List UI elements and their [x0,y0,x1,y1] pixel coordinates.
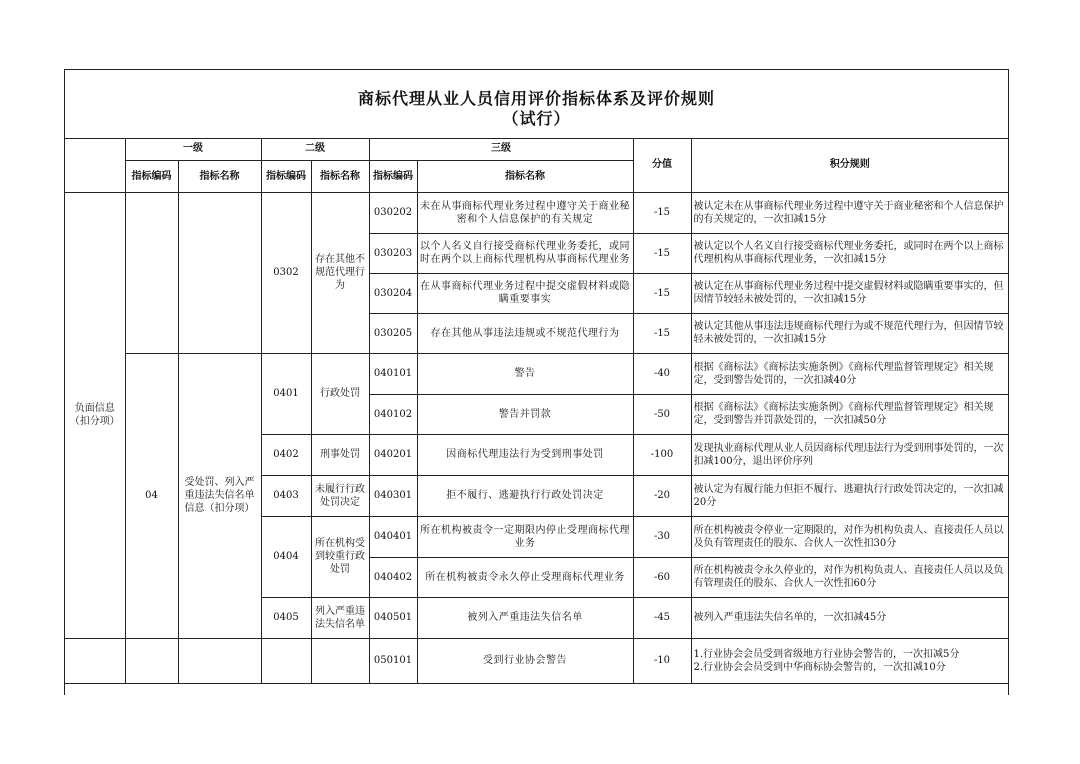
header-level2: 二级 [261,138,369,160]
level3-code: 040401 [369,516,417,557]
level3-code: 040101 [369,353,417,394]
score-value: -50 [633,394,691,434]
level2-name-0403: 未履行行政处罚决定 [311,475,369,516]
level2-code-blank [261,638,311,683]
level3-code: 040501 [369,597,417,638]
level3-name: 所在机构被责令一定期限内停止受理商标代理业务 [417,516,633,557]
level2-code-0402: 0402 [261,434,311,475]
scoring-rule: 所在机构被责令永久停业的，对作为机构负责人、直接责任人员以及负有管理责任的股东、合伙人一次性扣60分 [691,557,1008,597]
level1-code-blank [125,192,178,353]
header-level3: 三级 [369,138,633,160]
level2-code-0302: 0302 [261,192,311,353]
header-level1: 一级 [125,138,261,160]
level2-name-0405: 列入严重违法失信名单 [311,597,369,638]
header-score: 分值 [633,138,691,192]
scoring-rule: 发现执业商标代理从业人员因商标代理违法行为受到刑事处罚的，一次扣减100分，退出评价序列 [691,434,1008,475]
level3-name: 因商标代理违法行为受到刑事处罚 [417,434,633,475]
header-level2-code: 指标编码 [261,160,311,192]
level2-name-0401: 行政处罚 [311,353,369,434]
header-blank-cell [65,138,125,192]
level1-name-blank [178,192,261,353]
level3-code: 040201 [369,434,417,475]
page-title: 商标代理从业人员信用评价指标体系及评价规则 [357,89,715,108]
level3-code: 030204 [369,273,417,313]
scoring-rule: 所在机构被责令停业一定期限的，对作为机构负责人、直接责任人员以及负有管理责任的股东、合伙人一次性扣30分 [691,516,1008,557]
score-value: -45 [633,597,691,638]
level3-name: 存在其他从事违法违规或不规范代理行为 [417,313,633,353]
title-box [65,70,1008,139]
level1-code-blank [125,638,178,683]
score-value: -60 [633,557,691,597]
score-value: -30 [633,516,691,557]
level3-name: 拒不履行、逃避执行行政处罚决定 [417,475,633,516]
level3-name: 以个人名义自行接受商标代理业务委托，或同时在两个以上商标代理机构从事商标代理业务 [417,233,633,273]
level3-name: 警告 [417,353,633,394]
level3-code: 040301 [369,475,417,516]
header-level2-name: 指标名称 [311,160,369,192]
score-value: -40 [633,353,691,394]
scoring-rule-line: 1.行业协会会员受到省级地方行业协会警告的，一次扣减5分 [693,648,960,660]
level1-name-04: 受处罚、列入严重违法失信名单信息（扣分项） [178,353,261,638]
scoring-rule: 根据《商标法》《商标法实施条例》《商标代理监督管理规定》相关规定，受到警告并罚款处罚的，一次扣减50分 [691,394,1008,434]
level2-code-0404: 0404 [261,516,311,597]
header-level3-code: 指标编码 [369,160,417,192]
level2-code-0403: 0403 [261,475,311,516]
level3-code: 030203 [369,233,417,273]
score-value: -100 [633,434,691,475]
scoring-rule: 被列入严重违法失信名单的，一次扣减45分 [691,597,1008,638]
scoring-rule: 被认定未在从事商标代理业务过程中遵守关于商业秘密和个人信息保护的有关规定的，一次扣减15分 [691,192,1008,233]
scoring-rule: 被认定其他从事违法违规商标代理行为或不规范代理行为，但因情节较轻未被处罚的，一次扣减15分 [691,313,1008,353]
score-value: -15 [633,233,691,273]
score-value: -20 [633,475,691,516]
score-value: -15 [633,192,691,233]
score-value: -10 [633,638,691,683]
scoring-rule: 根据《商标法》《商标法实施条例》《商标代理监督管理规定》相关规定，受到警告处罚的，一次扣减40分 [691,353,1008,394]
scoring-rule: 被认定为有履行能力但拒不履行、逃避执行行政处罚决定的，一次扣减20分 [691,475,1008,516]
level2-code-0405: 0405 [261,597,311,638]
level3-name: 在从事商标代理业务过程中提交虚假材料或隐瞒重要事实 [417,273,633,313]
level2-name-0302: 存在其他不规范代理行为 [311,192,369,353]
scoring-rule: 被认定在从事商标代理业务过程中提交虚假材料或隐瞒重要事实的，但因情节较轻未被处罚的，一次扣减15分 [691,273,1008,313]
level3-code: 030205 [369,313,417,353]
level3-code: 030202 [369,192,417,233]
table-row [65,353,1008,394]
header-level1-code: 指标编码 [125,160,178,192]
level2-code-0401: 0401 [261,353,311,434]
scoring-rule-line: 2.行业协会会员受到中华商标协会警告的，一次扣减10分 [693,661,946,673]
header-level1-name: 指标名称 [178,160,261,192]
scoring-rule [691,638,1008,683]
level2-name-0404: 所在机构受到较重行政处罚 [311,516,369,597]
score-value: -15 [633,313,691,353]
evaluation-sheet [64,69,1009,695]
table-row [65,638,1008,683]
level3-name: 被列入严重违法失信名单 [417,597,633,638]
category-negative-info: 负面信息（扣分项） [65,192,125,638]
header-rule: 积分规则 [691,138,1008,192]
level3-name: 受到行业协会警告 [417,638,633,683]
level2-name-0402: 刑事处罚 [311,434,369,475]
level1-code-04: 04 [125,353,178,638]
header-level3-name: 指标名称 [417,160,633,192]
level2-name-blank [311,638,369,683]
score-value: -15 [633,273,691,313]
scoring-rule: 被认定以个人名义自行接受商标代理业务委托，或同时在两个以上商标代理机构从事商标代理业务，一次扣减15分 [691,233,1008,273]
level3-code: 040102 [369,394,417,434]
page-subtitle: （试行） [502,109,571,128]
level3-name: 警告并罚款 [417,394,633,434]
category-blank [65,638,125,683]
indicator-table [65,138,1008,684]
level3-name: 所在机构被责令永久停止受理商标代理业务 [417,557,633,597]
table-row [65,192,1008,233]
level3-code: 040402 [369,557,417,597]
level3-code: 050101 [369,638,417,683]
level3-name: 未在从事商标代理业务过程中遵守关于商业秘密和个人信息保护的有关规定 [417,192,633,233]
level1-name-blank [178,638,261,683]
